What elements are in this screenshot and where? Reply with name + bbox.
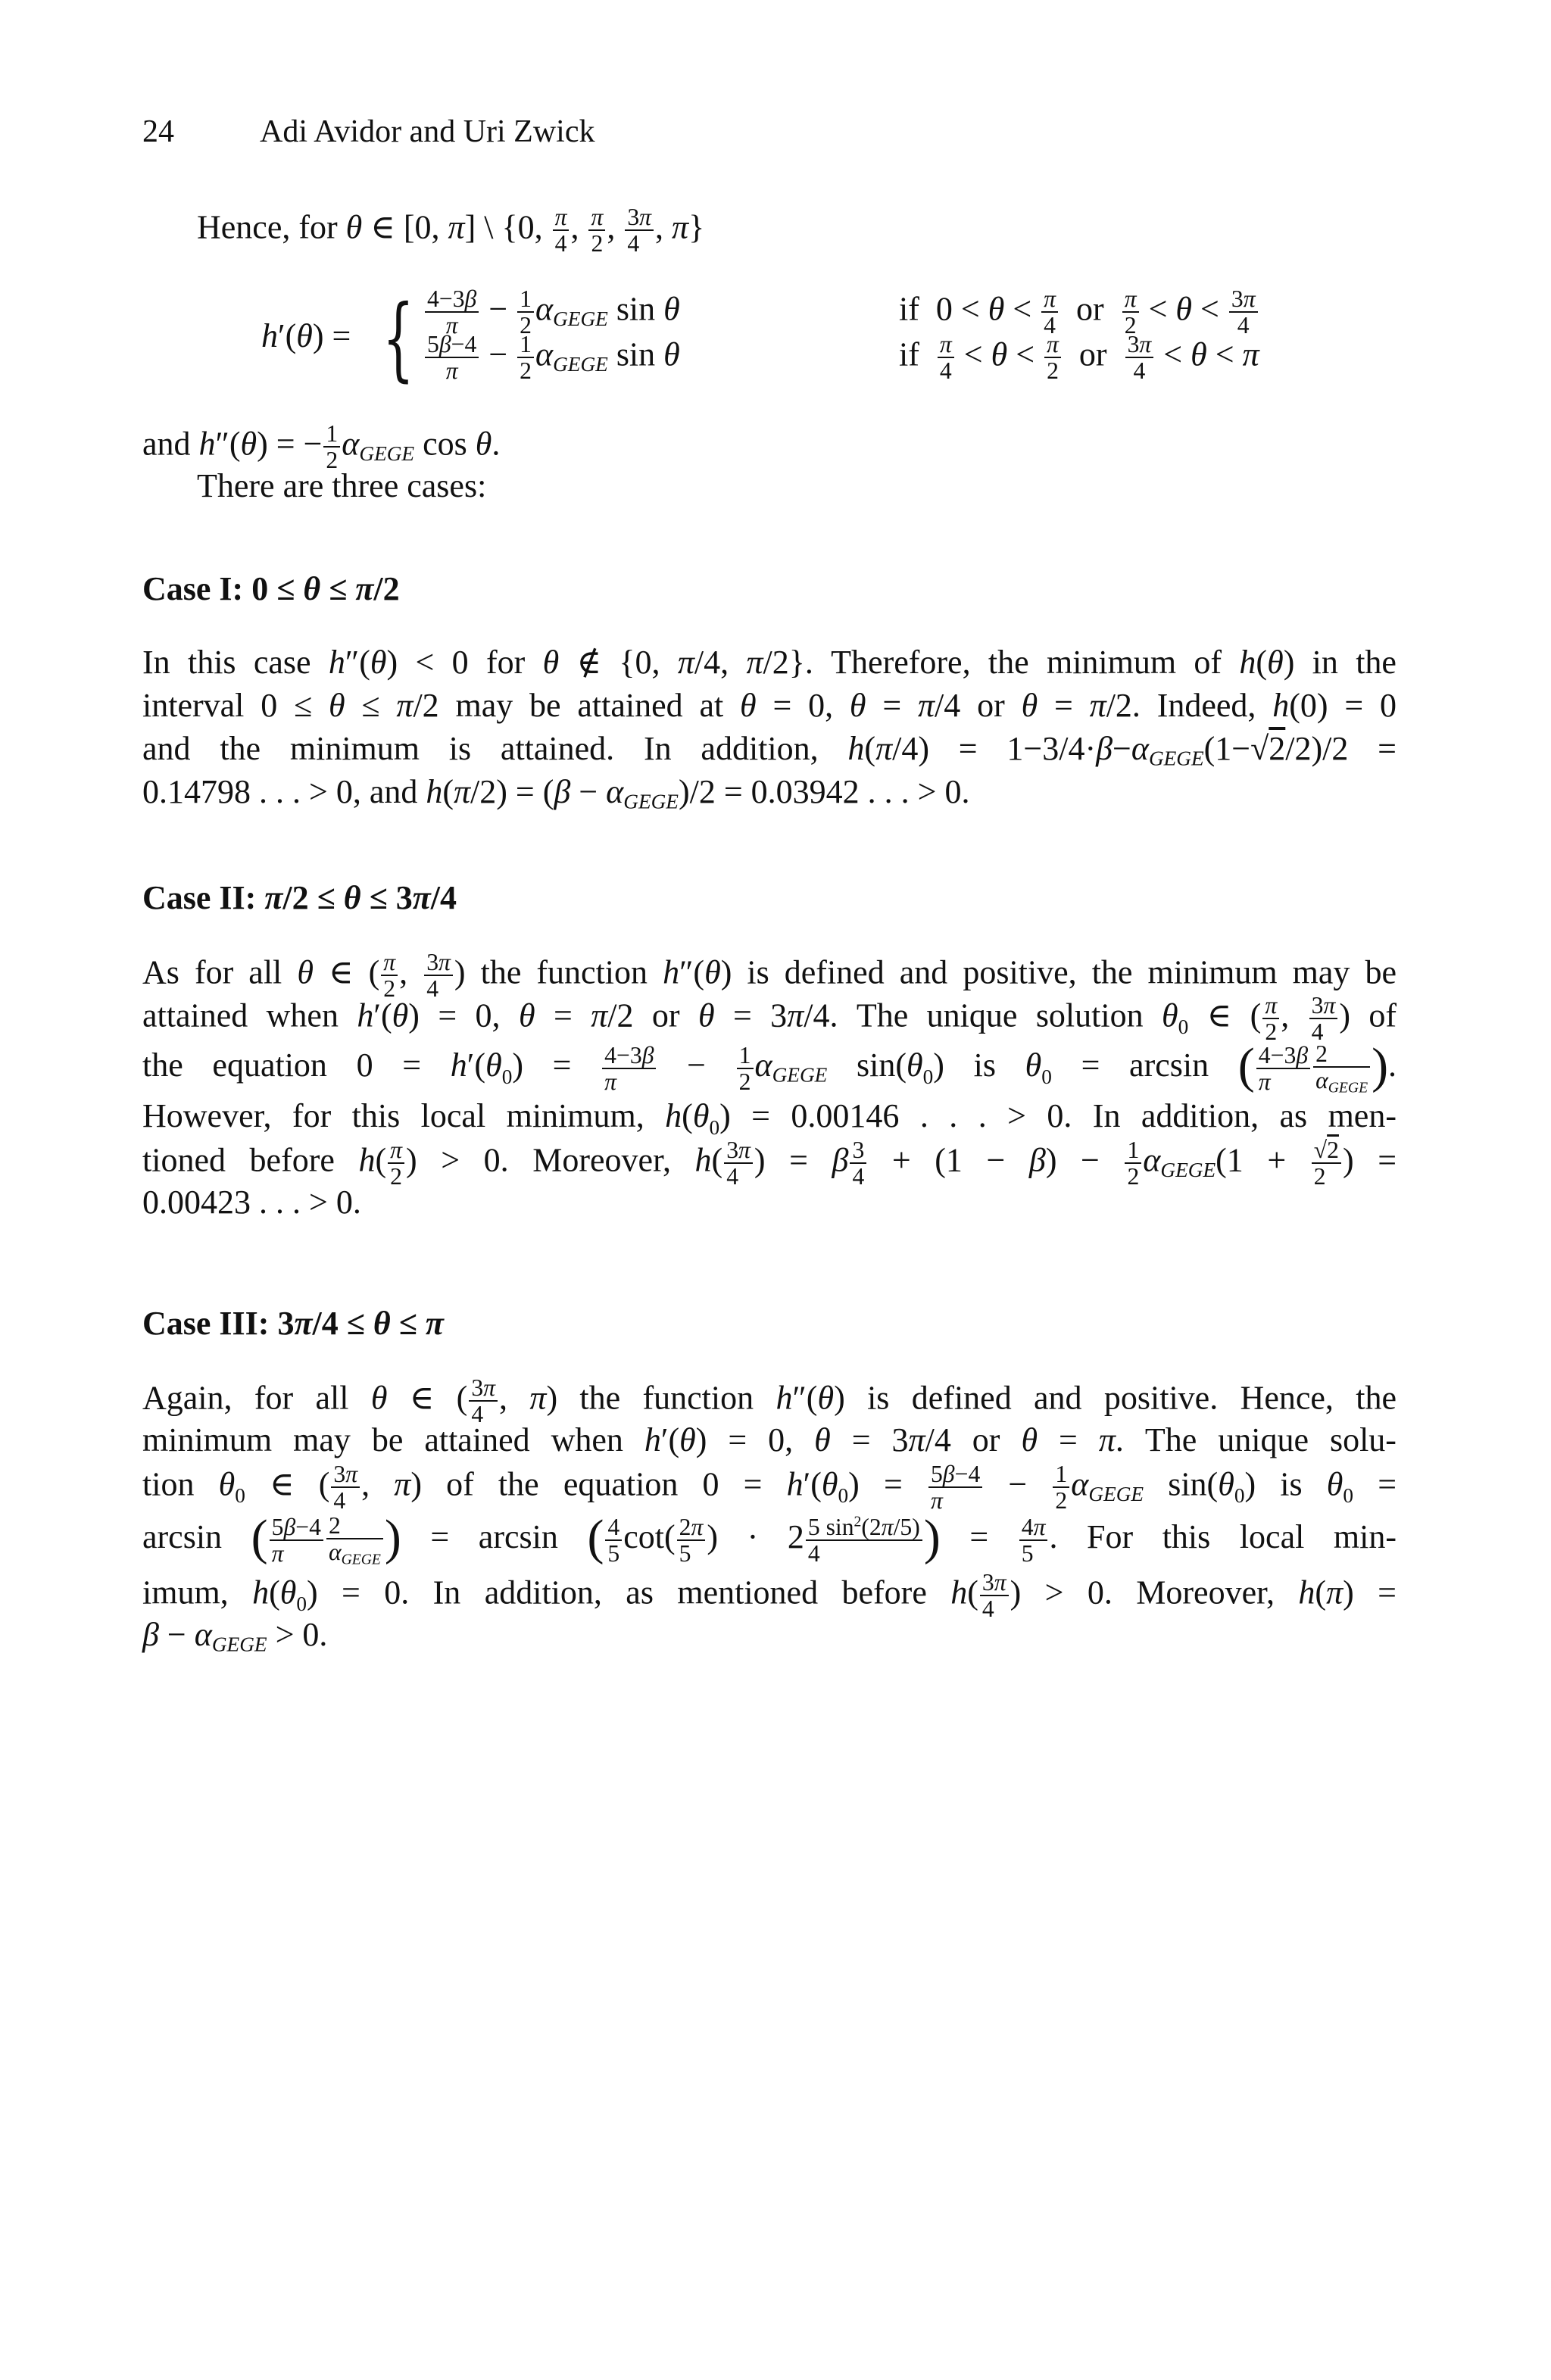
case2-line-2: attained when h′(θ) = 0, θ = π/2 or θ = 3π/4. The unique solution $\theta_0$ ∈ ( $\frac{\pi}{2}$ , $\frac{3\pi}{4}$ ) of [142,992,1397,1046]
second-derivative-paragraph [142,421,1397,507]
condition-row-1: if 0 < θ < $\frac{\pi}{4}$ or $\frac{\pi}{2}$ < θ < $\frac{3\pi}{4}$ [899,286,1259,332]
equation-lhs: h′(θ) = [261,317,351,354]
second-derivative-line: and h″(θ) = − $\frac{1}{2}$ αGEGE cos θ. [142,420,501,474]
case3-line-3: tion $\theta_0$ ∈ ( $\frac{3\pi}{4}$ , π) of the equation $0 = h'(\theta_0)$ = $\frac{5\beta-4}{\pi}$ − $\frac{1}{2}$ αGEGE $\sin(\theta_0)$ is $\theta_0$ = [142,1461,1397,1514]
case3-line-5: imum, $h(\theta_0) = 0$. In addition, as mentioned before h( $\frac{3\pi}{4}$ ) > 0. Moreover, h(π) = [142,1569,1397,1623]
case1-line-2: interval 0 ≤ θ ≤ π/2 may be attained at θ = 0, θ = π/4 or θ = π/2. Indeed, h(0) = 0 [142,687,1397,724]
case3-paragraph [142,1375,1397,1656]
case3-line-6: β − αGEGE > 0. [142,1616,328,1656]
author-line: Adi Avidor and Uri Zwick [260,114,595,149]
case3-line-4: arcsin ( $\frac{5\beta-4}{\pi}$ $\frac{2}{\text{αGEGE}}$ ) = arcsin ( $\frac{4}{5}$ cot( $\frac{2\pi}{5}$ ) · 2 $\frac{5 \sin^2(2\pi/5)}{4}$ ) = $\frac{4\pi}{5}$ . For this local min- [142,1509,1397,1568]
case1-line-3: and the minimum is attained. In addition, h(π/4) = 1−3/4·β−αGEGE(1−√2/2)/2 = [142,730,1397,770]
three-cases-line: There are three cases: [197,467,487,504]
case2-line-5: tioned before h( $\frac{\pi}{2}$ ) > 0. Moreover, h( $\frac{3\pi}{4}$ ) = β $\frac{3}{4}$ + (1 − β) − $\frac{1}{2}$ αGEGE(1 + $\frac{√2}{2}$ ) = [142,1137,1397,1190]
case2-paragraph [142,950,1397,1224]
case1-paragraph [142,641,1397,813]
case2-line-6: 0.00423 . . . > 0. [142,1184,361,1221]
case1-line-4: 0.14798 . . . > 0, and h(π/2) = (β − αGEGE)/2 = 0.03942 . . . > 0. [142,773,970,813]
hence-line [197,204,1333,257]
case2-line-3: the equation $0 = h'(\theta_0)$ = $\frac{4-3\beta}{\pi}$ − $\frac{1}{2}$ αGEGE $\sin(\theta_0)$ is $\theta_0 = \arcsin$ ( $\frac{4-3\beta}{\pi}$ $\frac{2}{\text{αGEGE}}$ ). [142,1037,1397,1096]
case3-line-2: minimum may be attained when h′(θ) = 0, θ = 3π/4 or θ = π. The unique solu- [142,1421,1397,1458]
left-brace: { [382,286,414,391]
running-header [142,114,594,150]
page-number: 24 [142,114,174,149]
case-row-2: $\frac{5\beta-4}{\pi}$ − $\frac{1}{2}$ αGEGE sin θ [423,332,680,377]
hence-text: Hence, for θ ∈ [0, π] \ {0, $\frac{\pi}{4}$ , $\frac{\pi}{2}$ , $\frac{3\pi}{4}$ , π} [197,204,705,257]
case2-line-4: However, for this local minimum, $h(\theta_0) = 0.00146$ . . . > 0. In addition, as men- [142,1097,1397,1139]
case2-line-1: As for all θ ∈ ( $\frac{\pi}{2}$ , $\frac{3\pi}{4}$ ) the function h″(θ) is defined and positive, the minimum may be [142,949,1397,1003]
case3-line-1: Again, for all θ ∈ ( $\frac{3\pi}{4}$ , π) the function h″(θ) is defined and positive. Hence, the [142,1374,1397,1428]
case1-heading: Case I: 0 ≤ θ ≤ π/2 [142,570,400,607]
condition-row-2: if $\frac{\pi}{4}$ < θ < $\frac{\pi}{2}$ or $\frac{3\pi}{4}$ < θ < π [899,331,1259,385]
case1-line-1: In this case h″(θ) < 0 for θ ∉ {0, π/4, π/2}. Therefore, the minimum of h(θ) in the [142,644,1397,681]
case3-heading: Case III: 3π/4 ≤ θ ≤ π [142,1305,444,1342]
case-row-1: $\frac{4-3\beta}{\pi}$ − $\frac{1}{2}$ αGEGE sin θ [423,286,680,332]
case2-heading: Case II: π/2 ≤ θ ≤ 3π/4 [142,879,457,916]
